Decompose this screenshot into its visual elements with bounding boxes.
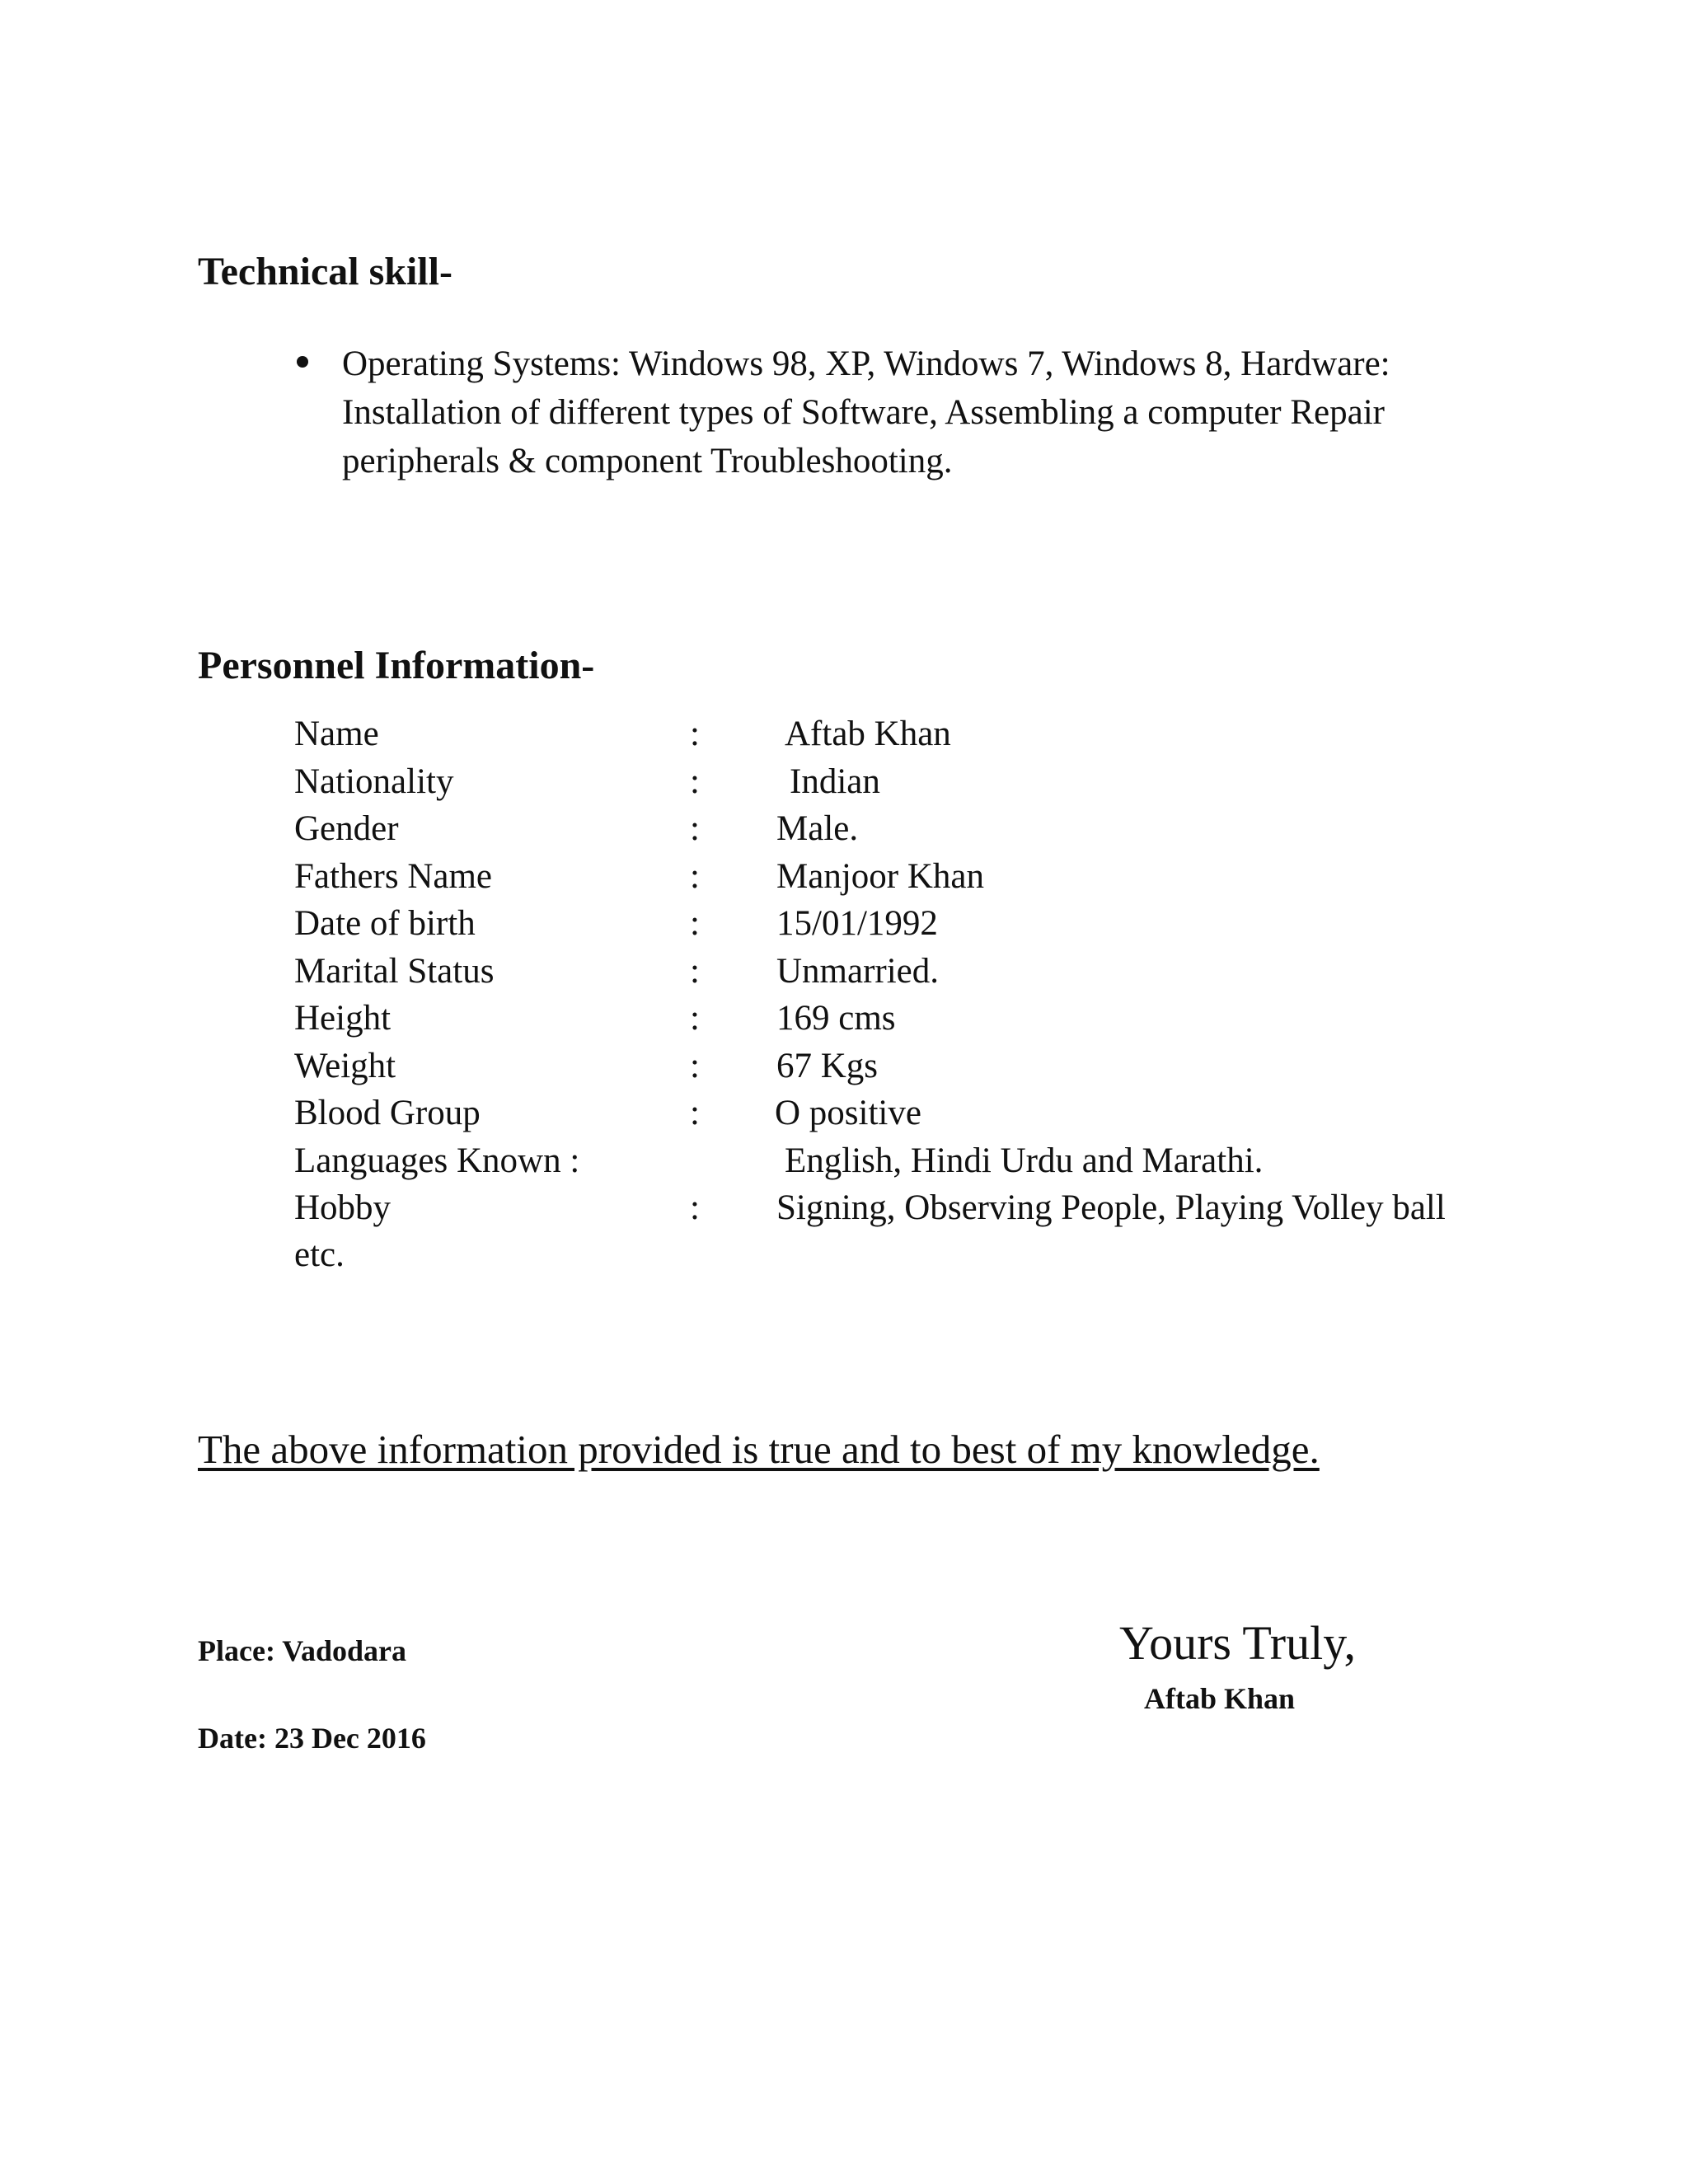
technical-skill-item: Operating Systems: Windows 98, XP, Windows 7, Windows 8, Hardware: Installation of different types of Software, Assembling a computer Repair peripherals & component Troubleshooting. (342, 344, 1390, 480)
info-label: Languages Known : (294, 1141, 580, 1180)
info-row-hobby (294, 1184, 1547, 1232)
info-row-marital-status (294, 948, 1547, 996)
place-line: Place: Vadodara (198, 1634, 407, 1667)
info-label: Nationality (294, 762, 454, 801)
info-value: Indian (790, 762, 880, 801)
info-value: O positive (775, 1094, 921, 1132)
info-label: Gender (294, 809, 399, 848)
hobby-continuation: etc. (294, 1235, 345, 1274)
info-label: Blood Group (294, 1094, 481, 1132)
info-value: Male. (776, 809, 859, 848)
info-label: Fathers Name (294, 856, 493, 896)
personnel-information-list (294, 710, 1547, 1232)
info-value: Manjoor Khan (776, 856, 984, 896)
info-label: Height (294, 999, 392, 1038)
bullet-dot-icon (297, 356, 308, 368)
info-value: Unmarried. (776, 951, 940, 991)
info-row-date-of-birth (294, 900, 1547, 948)
technical-skill-heading: Technical skill- (198, 250, 452, 293)
info-row-height (294, 995, 1547, 1043)
info-separator: : (690, 856, 700, 896)
info-separator: : (690, 1188, 700, 1227)
info-separator: : (690, 1046, 700, 1085)
info-separator: : (690, 809, 700, 848)
info-separator: : (690, 904, 700, 943)
info-label: Weight (294, 1046, 396, 1085)
info-row-fathers-name (294, 853, 1547, 901)
info-separator: : (690, 762, 700, 801)
info-separator: : (690, 951, 700, 991)
info-value: 15/01/1992 (776, 904, 938, 943)
info-row-gender (294, 805, 1547, 853)
info-value: Aftab Khan (785, 715, 951, 753)
info-label: Name (294, 715, 379, 753)
info-row-languages-known (294, 1137, 1547, 1185)
info-separator: : (690, 999, 700, 1038)
personnel-information-heading: Personnel Information- (198, 644, 595, 687)
info-row-name (294, 710, 1547, 758)
signer-name: Aftab Khan (1144, 1682, 1296, 1715)
date-line: Date: 23 Dec 2016 (198, 1722, 426, 1755)
info-label: Date of birth (294, 904, 476, 943)
info-row-blood-group (294, 1090, 1547, 1137)
info-value: 67 Kgs (776, 1046, 879, 1085)
info-row-nationality (294, 758, 1547, 806)
info-separator: : (690, 1094, 700, 1132)
info-value: 169 cms (776, 999, 896, 1038)
info-row-weight (294, 1043, 1547, 1090)
info-separator: : (690, 715, 700, 753)
info-label: Hobby (294, 1188, 392, 1227)
declaration-text: The above information provided is true and to best of my knowledge. (198, 1427, 1320, 1472)
info-label: Marital Status (294, 951, 495, 991)
closing-salutation: Yours Truly, (1119, 1616, 1356, 1670)
info-value: English, Hindi Urdu and Marathi. (785, 1141, 1264, 1180)
info-value: Signing, Observing People, Playing Volley ball (776, 1188, 1446, 1227)
